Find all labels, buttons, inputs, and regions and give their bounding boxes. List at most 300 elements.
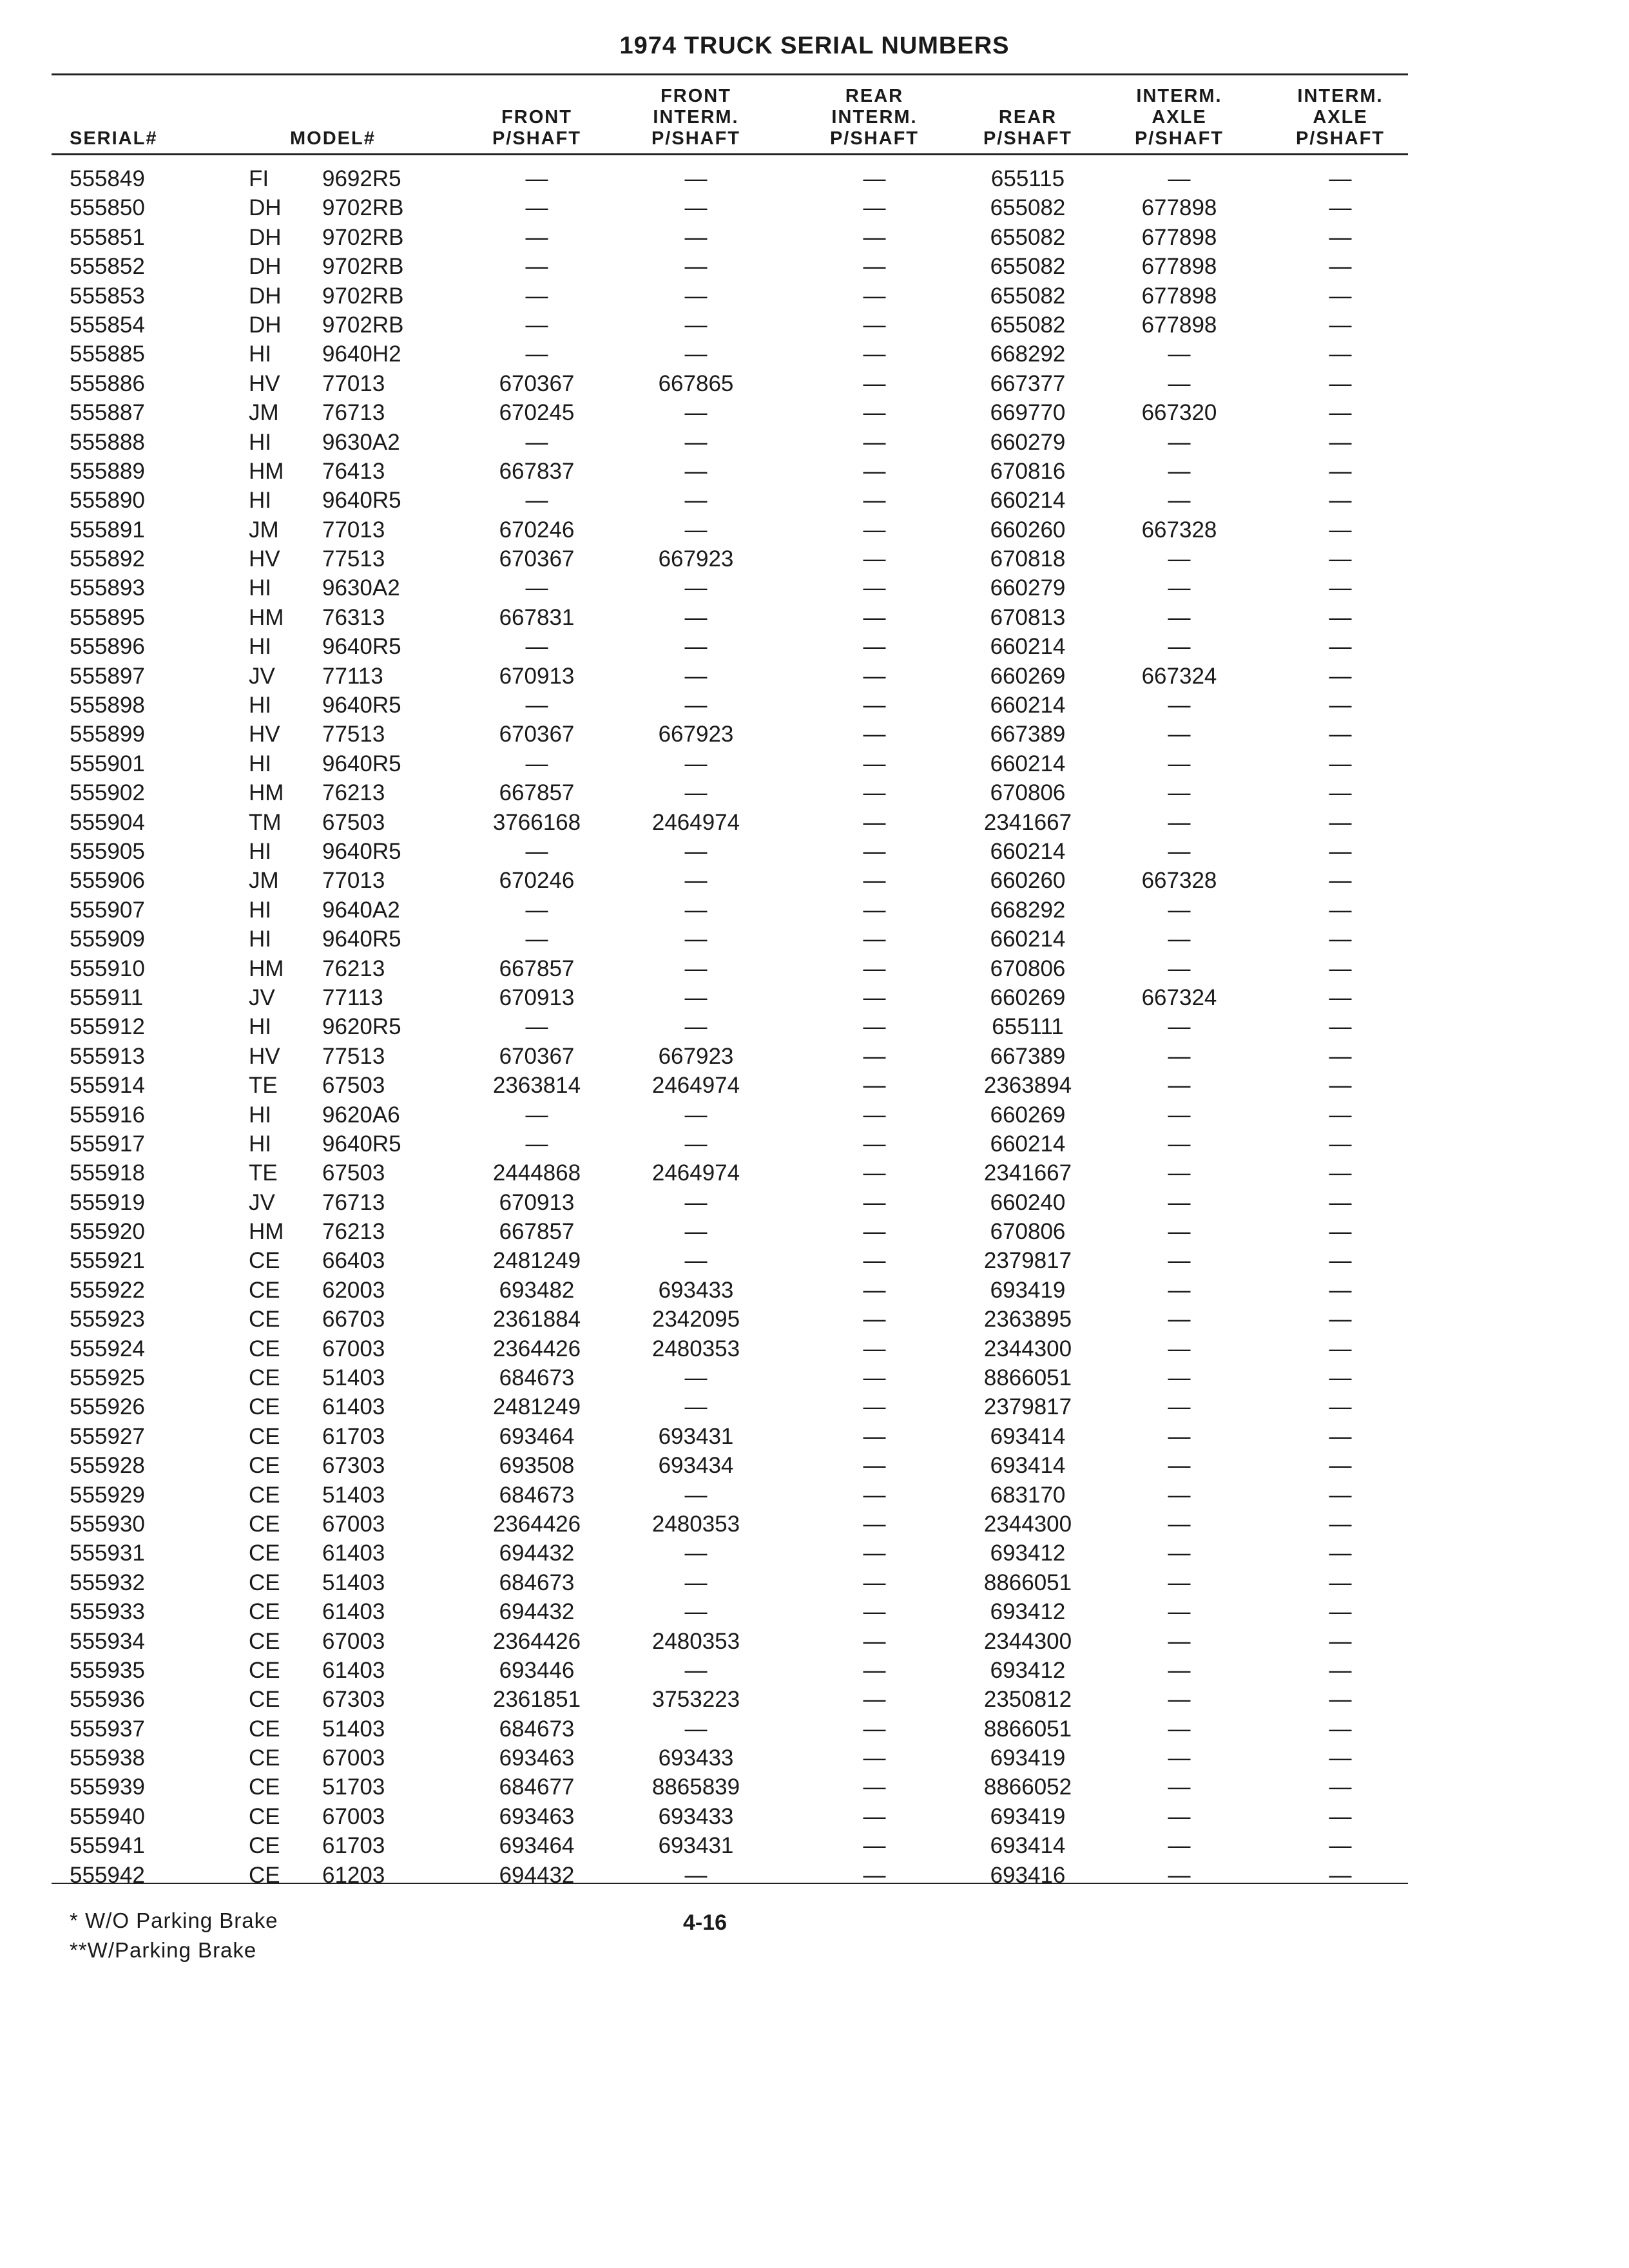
interm-axle-cell: 677898 bbox=[1141, 312, 1217, 338]
front-pshaft-cell: 684677 bbox=[499, 1774, 575, 1800]
rear-interm-cell: — bbox=[863, 1336, 886, 1361]
header-line: INTERM. bbox=[831, 107, 918, 128]
serial-cell: 555929 bbox=[70, 1482, 145, 1508]
interm-axle-2-cell: — bbox=[1329, 780, 1352, 806]
model-number-cell: 76313 bbox=[322, 604, 385, 630]
front-pshaft-cell: — bbox=[525, 927, 548, 952]
interm-axle-cell: — bbox=[1168, 1862, 1191, 1888]
interm-axle-cell: — bbox=[1168, 1219, 1191, 1245]
model-number-cell: 61703 bbox=[322, 1423, 385, 1449]
interm-axle-2-cell: — bbox=[1329, 634, 1352, 660]
model-code-cell: CE bbox=[249, 1336, 280, 1361]
front-interm-cell: — bbox=[684, 312, 708, 338]
rear-pshaft-cell: 660269 bbox=[990, 985, 1066, 1010]
model-code-cell: TE bbox=[249, 1160, 278, 1186]
header-rear-pshaft bbox=[947, 79, 1108, 149]
interm-axle-2-cell: — bbox=[1329, 1014, 1352, 1040]
rear-pshaft-cell: 670806 bbox=[990, 956, 1066, 981]
model-number-cell: 76413 bbox=[322, 458, 385, 484]
table-row bbox=[0, 691, 1629, 720]
serial-cell: 555939 bbox=[70, 1774, 145, 1800]
rear-pshaft-cell: 693419 bbox=[990, 1803, 1066, 1829]
model-number-cell: 9702RB bbox=[322, 254, 404, 280]
rear-pshaft-cell: 670806 bbox=[990, 1219, 1066, 1245]
interm-axle-2-cell: — bbox=[1329, 370, 1352, 396]
table-row bbox=[0, 866, 1629, 895]
table-row bbox=[0, 925, 1629, 954]
interm-axle-cell: — bbox=[1168, 838, 1191, 864]
interm-axle-2-cell: — bbox=[1329, 1511, 1352, 1537]
table-row bbox=[0, 632, 1629, 661]
front-interm-cell: — bbox=[684, 985, 708, 1010]
model-number-cell: 61403 bbox=[322, 1657, 385, 1683]
rear-pshaft-cell: 660214 bbox=[990, 927, 1066, 952]
rear-pshaft-cell: 660214 bbox=[990, 751, 1066, 776]
model-number-cell: 67503 bbox=[322, 809, 385, 835]
interm-axle-2-cell: — bbox=[1329, 575, 1352, 601]
front-interm-cell: — bbox=[684, 663, 708, 689]
rear-pshaft-cell: 2344300 bbox=[983, 1336, 1072, 1361]
rear-pshaft-cell: 693419 bbox=[990, 1745, 1066, 1771]
front-pshaft-cell: 2361884 bbox=[492, 1307, 581, 1332]
front-interm-cell: — bbox=[684, 429, 708, 455]
model-number-cell: 67003 bbox=[322, 1336, 385, 1361]
rear-pshaft-cell: 668292 bbox=[990, 341, 1066, 367]
interm-axle-2-cell: — bbox=[1329, 1599, 1352, 1625]
model-code-cell: HI bbox=[249, 751, 271, 776]
front-pshaft-cell: — bbox=[525, 224, 548, 250]
table-row bbox=[0, 1656, 1629, 1685]
interm-axle-cell: — bbox=[1168, 341, 1191, 367]
table-row bbox=[0, 1861, 1629, 1890]
rear-interm-cell: — bbox=[863, 1570, 886, 1595]
model-number-cell: 9702RB bbox=[322, 224, 404, 250]
front-interm-cell: — bbox=[684, 780, 708, 806]
serial-cell: 555928 bbox=[70, 1453, 145, 1479]
model-code-cell: CE bbox=[249, 1774, 280, 1800]
interm-axle-2-cell: — bbox=[1329, 195, 1352, 221]
interm-axle-cell: — bbox=[1168, 1716, 1191, 1742]
interm-axle-cell: 667320 bbox=[1141, 400, 1217, 426]
serial-cell: 555896 bbox=[70, 634, 145, 660]
model-number-cell: 67503 bbox=[322, 1073, 385, 1099]
model-number-cell: 66703 bbox=[322, 1307, 385, 1332]
page-number: 4-16 bbox=[683, 1910, 728, 1935]
table-row bbox=[0, 983, 1629, 1012]
interm-axle-cell: — bbox=[1168, 1336, 1191, 1361]
rear-pshaft-cell: 655082 bbox=[990, 283, 1066, 309]
table-row bbox=[0, 1158, 1629, 1187]
front-pshaft-cell: 2361851 bbox=[492, 1687, 581, 1713]
interm-axle-cell: — bbox=[1168, 488, 1191, 514]
header-line: INTERM. bbox=[1297, 86, 1383, 106]
front-interm-cell: — bbox=[684, 1219, 708, 1245]
model-code-cell: CE bbox=[249, 1423, 280, 1449]
rear-interm-cell: — bbox=[863, 780, 886, 806]
model-code-cell: JM bbox=[249, 868, 279, 894]
serial-cell: 555904 bbox=[70, 809, 145, 835]
serial-cell: 555924 bbox=[70, 1336, 145, 1361]
rear-interm-cell: — bbox=[863, 956, 886, 981]
rear-interm-cell: — bbox=[863, 1833, 886, 1859]
serial-cell: 555933 bbox=[70, 1599, 145, 1625]
front-pshaft-cell: — bbox=[525, 195, 548, 221]
model-code-cell: CE bbox=[249, 1453, 280, 1479]
model-code-cell: DH bbox=[249, 283, 282, 309]
table-row bbox=[0, 1627, 1629, 1656]
front-interm-cell: — bbox=[684, 1365, 708, 1391]
front-pshaft-cell: 693464 bbox=[499, 1423, 575, 1449]
rear-interm-cell: — bbox=[863, 1774, 886, 1800]
front-interm-cell: — bbox=[684, 868, 708, 894]
front-interm-cell: — bbox=[684, 751, 708, 776]
model-code-cell: JV bbox=[249, 663, 275, 689]
rear-pshaft-cell: 655082 bbox=[990, 224, 1066, 250]
header-serial-label: SERIAL# bbox=[70, 128, 158, 149]
front-interm-cell: — bbox=[684, 224, 708, 250]
footnote-with-parking-brake: **W/Parking Brake bbox=[70, 1938, 257, 1962]
rear-interm-cell: — bbox=[863, 1131, 886, 1157]
rear-pshaft-cell: 667389 bbox=[990, 722, 1066, 747]
model-number-cell: 61203 bbox=[322, 1862, 385, 1888]
interm-axle-cell: — bbox=[1168, 897, 1191, 923]
front-pshaft-cell: 694432 bbox=[499, 1599, 575, 1625]
rear-interm-cell: — bbox=[863, 1745, 886, 1771]
front-pshaft-cell: 670367 bbox=[499, 370, 575, 396]
interm-axle-2-cell: — bbox=[1329, 663, 1352, 689]
serial-cell: 555888 bbox=[70, 429, 145, 455]
table-row bbox=[0, 340, 1629, 369]
model-number-cell: 61403 bbox=[322, 1599, 385, 1625]
front-interm-cell: — bbox=[684, 1716, 708, 1742]
model-code-cell: CE bbox=[249, 1541, 280, 1566]
table-row bbox=[0, 1129, 1629, 1158]
front-interm-cell: 667923 bbox=[658, 1043, 734, 1069]
table-row bbox=[0, 1392, 1629, 1421]
front-interm-cell: — bbox=[684, 488, 708, 514]
model-number-cell: 77113 bbox=[322, 663, 383, 689]
rear-pshaft-cell: 670813 bbox=[990, 604, 1066, 630]
model-number-cell: 9640R5 bbox=[322, 488, 401, 514]
interm-axle-2-cell: — bbox=[1329, 429, 1352, 455]
rear-interm-cell: — bbox=[863, 604, 886, 630]
rear-pshaft-cell: 2363895 bbox=[983, 1307, 1072, 1332]
model-number-cell: 77513 bbox=[322, 546, 385, 572]
serial-cell: 555887 bbox=[70, 400, 145, 426]
front-pshaft-cell: 670367 bbox=[499, 546, 575, 572]
model-code-cell: HV bbox=[249, 370, 280, 396]
serial-cell: 555942 bbox=[70, 1862, 145, 1888]
front-interm-cell: 2342095 bbox=[651, 1307, 740, 1332]
table-row bbox=[0, 662, 1629, 691]
front-interm-cell: 667923 bbox=[658, 722, 734, 747]
model-code-cell: CE bbox=[249, 1277, 280, 1303]
interm-axle-cell: — bbox=[1168, 1774, 1191, 1800]
model-code-cell: HI bbox=[249, 838, 271, 864]
serial-cell: 555922 bbox=[70, 1277, 145, 1303]
model-number-cell: 76713 bbox=[322, 400, 385, 426]
model-code-cell: HM bbox=[249, 780, 284, 806]
header-line: AXLE bbox=[1313, 107, 1368, 128]
interm-axle-2-cell: — bbox=[1329, 1102, 1352, 1128]
rear-interm-cell: — bbox=[863, 254, 886, 280]
front-interm-cell: 667865 bbox=[658, 370, 734, 396]
rear-interm-cell: — bbox=[863, 838, 886, 864]
table-row bbox=[0, 1744, 1629, 1773]
rear-pshaft-cell: 668292 bbox=[990, 897, 1066, 923]
front-interm-cell: — bbox=[684, 956, 708, 981]
serial-cell: 555890 bbox=[70, 488, 145, 514]
interm-axle-cell: — bbox=[1168, 1541, 1191, 1566]
header-line: FRONT bbox=[660, 86, 731, 106]
interm-axle-cell: — bbox=[1168, 1570, 1191, 1595]
model-number-cell: 67503 bbox=[322, 1160, 385, 1186]
table-row bbox=[0, 1363, 1629, 1392]
interm-axle-2-cell: — bbox=[1329, 1687, 1352, 1713]
rear-interm-cell: — bbox=[863, 1219, 886, 1245]
model-number-cell: 61403 bbox=[322, 1541, 385, 1566]
model-code-cell: HV bbox=[249, 546, 280, 572]
model-number-cell: 9640A2 bbox=[322, 897, 400, 923]
rear-interm-cell: — bbox=[863, 429, 886, 455]
interm-axle-cell: — bbox=[1168, 1277, 1191, 1303]
front-pshaft-cell: 684673 bbox=[499, 1570, 575, 1595]
rear-pshaft-cell: 655111 bbox=[992, 1014, 1064, 1040]
interm-axle-cell: — bbox=[1168, 927, 1191, 952]
front-interm-cell: — bbox=[684, 400, 708, 426]
front-interm-cell: 693431 bbox=[658, 1423, 734, 1449]
table-row bbox=[0, 1831, 1629, 1860]
front-interm-cell: — bbox=[684, 693, 708, 718]
header-front-interm bbox=[615, 79, 776, 149]
serial-cell: 555886 bbox=[70, 370, 145, 396]
rear-interm-cell: — bbox=[863, 400, 886, 426]
table-row bbox=[0, 164, 1629, 193]
rear-pshaft-cell: 660214 bbox=[990, 693, 1066, 718]
table-row bbox=[0, 252, 1629, 281]
interm-axle-cell: — bbox=[1168, 1160, 1191, 1186]
rear-interm-cell: — bbox=[863, 341, 886, 367]
interm-axle-2-cell: — bbox=[1329, 400, 1352, 426]
front-interm-cell: — bbox=[684, 195, 708, 221]
front-pshaft-cell: 693464 bbox=[499, 1833, 575, 1859]
rear-interm-cell: — bbox=[863, 195, 886, 221]
table-row bbox=[0, 1042, 1629, 1071]
table-row bbox=[0, 1305, 1629, 1334]
serial-cell: 555935 bbox=[70, 1657, 145, 1683]
serial-cell: 555921 bbox=[70, 1248, 145, 1274]
interm-axle-cell: 677898 bbox=[1141, 224, 1217, 250]
model-number-cell: 9692R5 bbox=[322, 166, 401, 191]
front-interm-cell: — bbox=[684, 604, 708, 630]
front-interm-cell: — bbox=[684, 283, 708, 309]
interm-axle-2-cell: — bbox=[1329, 1189, 1352, 1215]
rear-pshaft-cell: 669770 bbox=[990, 400, 1066, 426]
rear-interm-cell: — bbox=[863, 1803, 886, 1829]
rear-interm-cell: — bbox=[863, 1248, 886, 1274]
interm-axle-cell: — bbox=[1168, 1307, 1191, 1332]
model-code-cell: HM bbox=[249, 1219, 284, 1245]
front-interm-cell: — bbox=[684, 897, 708, 923]
model-code-cell: CE bbox=[249, 1628, 280, 1654]
interm-axle-cell: — bbox=[1168, 1014, 1191, 1040]
interm-axle-2-cell: — bbox=[1329, 693, 1352, 718]
header-line: FRONT bbox=[501, 107, 572, 128]
header-line: P/SHAFT bbox=[1295, 128, 1385, 149]
model-number-cell: 67003 bbox=[322, 1511, 385, 1537]
model-number-cell: 51403 bbox=[322, 1482, 385, 1508]
front-interm-cell: — bbox=[684, 838, 708, 864]
model-number-cell: 9640H2 bbox=[322, 341, 401, 367]
rear-interm-cell: — bbox=[863, 897, 886, 923]
front-pshaft-cell: 693508 bbox=[499, 1453, 575, 1479]
rear-pshaft-cell: 8866051 bbox=[983, 1716, 1072, 1742]
front-pshaft-cell: — bbox=[525, 575, 548, 601]
serial-table-body bbox=[0, 164, 1629, 1890]
model-number-cell: 9702RB bbox=[322, 312, 404, 338]
table-row bbox=[0, 428, 1629, 457]
model-number-cell: 51403 bbox=[322, 1365, 385, 1391]
model-code-cell: CE bbox=[249, 1248, 280, 1274]
serial-cell: 555897 bbox=[70, 663, 145, 689]
interm-axle-cell: — bbox=[1168, 1073, 1191, 1099]
front-pshaft-cell: 693482 bbox=[499, 1277, 575, 1303]
rear-pshaft-cell: 693414 bbox=[990, 1423, 1066, 1449]
front-pshaft-cell: — bbox=[525, 312, 548, 338]
model-number-cell: 9640R5 bbox=[322, 634, 401, 660]
serial-cell: 555853 bbox=[70, 283, 145, 309]
serial-cell: 555931 bbox=[70, 1541, 145, 1566]
rear-pshaft-cell: 660269 bbox=[990, 663, 1066, 689]
rear-pshaft-cell: 8866052 bbox=[983, 1774, 1072, 1800]
header-line: P/SHAFT bbox=[983, 128, 1073, 149]
interm-axle-cell: — bbox=[1168, 1599, 1191, 1625]
interm-axle-cell: — bbox=[1168, 429, 1191, 455]
rear-pshaft-cell: 655082 bbox=[990, 195, 1066, 221]
rear-interm-cell: — bbox=[863, 663, 886, 689]
table-row bbox=[0, 808, 1629, 837]
model-number-cell: 9630A2 bbox=[322, 429, 400, 455]
model-number-cell: 9620A6 bbox=[322, 1102, 400, 1128]
serial-cell: 555919 bbox=[70, 1189, 145, 1215]
front-pshaft-cell: — bbox=[525, 1102, 548, 1128]
model-number-cell: 76213 bbox=[322, 956, 385, 981]
front-pshaft-cell: 694432 bbox=[499, 1862, 575, 1888]
table-row bbox=[0, 1071, 1629, 1100]
front-pshaft-cell: 667857 bbox=[499, 780, 575, 806]
rear-interm-cell: — bbox=[863, 546, 886, 572]
front-interm-cell: — bbox=[684, 1657, 708, 1683]
table-row bbox=[0, 1568, 1629, 1597]
front-interm-cell: 3753223 bbox=[651, 1687, 740, 1713]
front-pshaft-cell: 2363814 bbox=[492, 1073, 581, 1099]
serial-cell: 555917 bbox=[70, 1131, 145, 1157]
rear-pshaft-cell: 693412 bbox=[990, 1599, 1066, 1625]
model-number-cell: 67003 bbox=[322, 1803, 385, 1829]
model-code-cell: CE bbox=[249, 1570, 280, 1595]
rear-pshaft-cell: 2341667 bbox=[983, 1160, 1072, 1186]
front-interm-cell: — bbox=[684, 1541, 708, 1566]
model-code-cell: HI bbox=[249, 488, 271, 514]
table-row bbox=[0, 1276, 1629, 1305]
serial-cell: 555911 bbox=[70, 985, 144, 1010]
interm-axle-2-cell: — bbox=[1329, 604, 1352, 630]
interm-axle-cell: — bbox=[1168, 1628, 1191, 1654]
rear-pshaft-cell: 2344300 bbox=[983, 1511, 1072, 1537]
table-row bbox=[0, 1773, 1629, 1802]
page-title: 1974 TRUCK SERIAL NUMBERS bbox=[619, 32, 1010, 59]
rear-interm-cell: — bbox=[863, 1160, 886, 1186]
front-interm-cell: — bbox=[684, 1014, 708, 1040]
model-code-cell: HI bbox=[249, 1102, 271, 1128]
front-pshaft-cell: — bbox=[525, 341, 548, 367]
rear-interm-cell: — bbox=[863, 224, 886, 250]
rear-interm-cell: — bbox=[863, 1102, 886, 1128]
model-code-cell: CE bbox=[249, 1365, 280, 1391]
interm-axle-2-cell: — bbox=[1329, 166, 1352, 191]
header-line: INTERM. bbox=[1136, 86, 1222, 106]
model-number-cell: 66403 bbox=[322, 1248, 385, 1274]
serial-cell: 555932 bbox=[70, 1570, 145, 1595]
serial-cell: 555913 bbox=[70, 1043, 145, 1069]
model-code-cell: HI bbox=[249, 897, 271, 923]
header-line: P/SHAFT bbox=[829, 128, 920, 149]
interm-axle-2-cell: — bbox=[1329, 1628, 1352, 1654]
interm-axle-2-cell: — bbox=[1329, 1073, 1352, 1099]
table-row bbox=[0, 193, 1629, 222]
front-interm-cell: 2480353 bbox=[651, 1511, 740, 1537]
interm-axle-cell: 677898 bbox=[1141, 195, 1217, 221]
table-row bbox=[0, 1451, 1629, 1480]
rear-interm-cell: — bbox=[863, 634, 886, 660]
front-pshaft-cell: 670913 bbox=[499, 1189, 575, 1215]
serial-cell: 555930 bbox=[70, 1511, 145, 1537]
rear-pshaft-cell: 655115 bbox=[990, 166, 1065, 191]
serial-cell: 555849 bbox=[70, 166, 145, 191]
interm-axle-2-cell: — bbox=[1329, 254, 1352, 280]
model-code-cell: HI bbox=[249, 575, 271, 601]
rear-interm-cell: — bbox=[863, 1687, 886, 1713]
model-number-cell: 9640R5 bbox=[322, 927, 401, 952]
front-interm-cell: — bbox=[684, 517, 708, 543]
rear-interm-cell: — bbox=[863, 1599, 886, 1625]
front-pshaft-cell: 684673 bbox=[499, 1365, 575, 1391]
model-number-cell: 77013 bbox=[322, 868, 385, 894]
front-interm-cell: — bbox=[684, 575, 708, 601]
model-code-cell: CE bbox=[249, 1307, 280, 1332]
rear-interm-cell: — bbox=[863, 488, 886, 514]
serial-cell: 555910 bbox=[70, 956, 145, 981]
model-code-cell: DH bbox=[249, 254, 282, 280]
front-interm-cell: — bbox=[684, 1394, 708, 1420]
header-line: P/SHAFT bbox=[651, 128, 741, 149]
model-code-cell: HI bbox=[249, 1014, 271, 1040]
interm-axle-cell: — bbox=[1168, 546, 1191, 572]
model-code-cell: CE bbox=[249, 1716, 280, 1742]
serial-cell: 555895 bbox=[70, 604, 145, 630]
header-bottom-rule bbox=[52, 153, 1408, 155]
model-code-cell: HI bbox=[249, 429, 271, 455]
front-pshaft-cell: 2364426 bbox=[492, 1511, 581, 1537]
model-number-cell: 9640R5 bbox=[322, 1131, 401, 1157]
model-code-cell: CE bbox=[249, 1394, 280, 1420]
rear-interm-cell: — bbox=[863, 312, 886, 338]
model-number-cell: 9702RB bbox=[322, 195, 404, 221]
serial-cell: 555906 bbox=[70, 868, 145, 894]
rear-interm-cell: — bbox=[863, 809, 886, 835]
front-pshaft-cell: 684673 bbox=[499, 1716, 575, 1742]
rear-interm-cell: — bbox=[863, 1307, 886, 1332]
